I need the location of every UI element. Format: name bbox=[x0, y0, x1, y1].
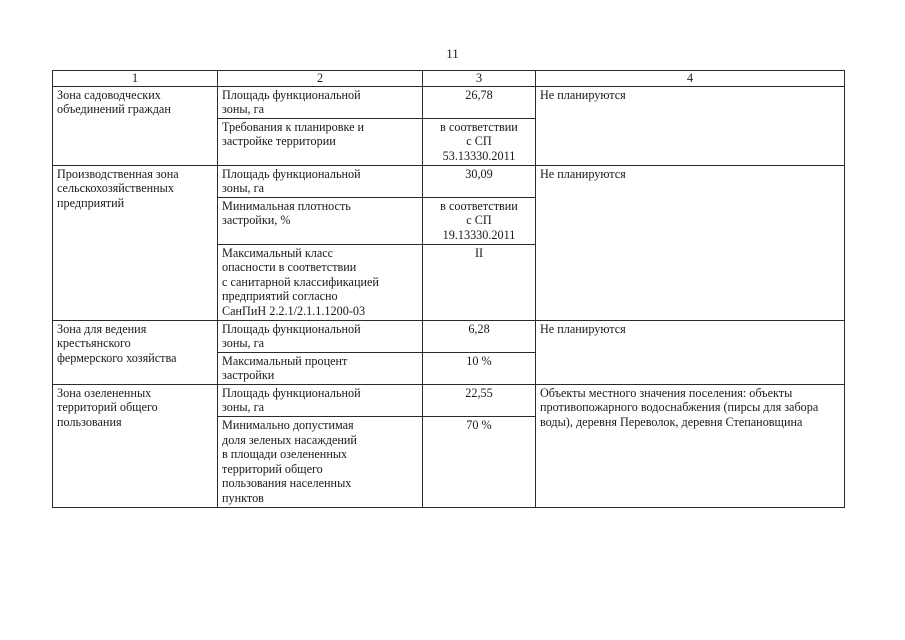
zone-name-line: сельскохозяйственных bbox=[57, 181, 174, 196]
parameter-label-line: Минимально допустимая bbox=[222, 418, 354, 433]
parameter-label-line: застройке территории bbox=[222, 134, 336, 149]
planned-measures-cell: Объекты местного значения поселения: объекты противопожарного водоснабжения (пирсы для забора воды), деревня Переволок, деревня Степановщина bbox=[536, 384, 845, 507]
zone-name-line: Зона садоводческих bbox=[57, 87, 161, 102]
parameter-value-line: в соответствии bbox=[440, 198, 518, 213]
parameter-label-cell bbox=[218, 417, 423, 508]
parameter-value-cell bbox=[423, 352, 536, 384]
parameter-label-line: пунктов bbox=[222, 491, 264, 506]
parameter-label-line: предприятий согласно bbox=[222, 289, 338, 304]
parameter-label-cell bbox=[218, 244, 423, 320]
zone-name-cell bbox=[53, 320, 218, 384]
planned-measures-cell: Не планируются bbox=[536, 320, 845, 384]
parameter-value-line: с СП bbox=[466, 213, 492, 228]
parameter-label-cell bbox=[218, 384, 423, 416]
parameter-label-line: Площадь функциональной bbox=[222, 166, 361, 181]
parameter-value-line: 10 % bbox=[466, 353, 492, 368]
parameter-label-line: Площадь функциональной bbox=[222, 87, 361, 102]
parameter-value-cell bbox=[423, 417, 536, 508]
column-number-header: 3 bbox=[423, 71, 536, 87]
parameter-label-line: пользования населенных bbox=[222, 476, 352, 491]
parameter-label-line: зоны, га bbox=[222, 102, 265, 117]
parameter-value-cell bbox=[423, 86, 536, 118]
zones-table bbox=[52, 70, 845, 508]
zone-name-cell bbox=[53, 165, 218, 320]
parameter-value-cell bbox=[423, 320, 536, 352]
column-number-header: 2 bbox=[218, 71, 423, 87]
parameter-value-line: 19.13330.2011 bbox=[442, 227, 516, 242]
parameter-label-line: в площади озелененных bbox=[222, 447, 348, 462]
parameter-value-line: II bbox=[474, 245, 484, 260]
parameter-label-line: Требования к планировке и bbox=[222, 119, 365, 134]
parameter-value-cell bbox=[423, 197, 536, 244]
page-number: 11 bbox=[446, 46, 459, 61]
parameter-value-line: 53.13330.2011 bbox=[442, 148, 516, 163]
parameter-label-line: территорий общего bbox=[222, 461, 323, 476]
parameter-value-line: 26,78 bbox=[465, 87, 493, 102]
parameter-label-line: зоны, га bbox=[222, 181, 265, 196]
parameter-label-line: застройки, % bbox=[222, 213, 291, 228]
parameter-label-cell bbox=[218, 352, 423, 384]
column-number-header: 1 bbox=[53, 71, 218, 87]
parameter-label-line: СанПиН 2.2.1/2.1.1.1200-03 bbox=[222, 303, 366, 318]
zone-name-line: предприятий bbox=[57, 195, 125, 210]
parameter-value-line: с СП bbox=[466, 134, 492, 149]
zone-name-line: фермерского хозяйства bbox=[57, 350, 177, 365]
parameter-value-cell bbox=[423, 118, 536, 165]
table-row bbox=[53, 86, 845, 118]
zone-name-line: Производственная зона bbox=[57, 166, 179, 181]
planned-measures-cell: Не планируются bbox=[536, 86, 845, 165]
parameter-value-cell bbox=[423, 165, 536, 197]
parameter-label-line: Площадь функциональной bbox=[222, 321, 361, 336]
parameter-label-line: зоны, га bbox=[222, 400, 265, 415]
parameter-label-line: Площадь функциональной bbox=[222, 385, 361, 400]
parameter-label-cell bbox=[218, 86, 423, 118]
zone-name-cell bbox=[53, 86, 218, 165]
parameter-label-line: Минимальная плотность bbox=[222, 198, 351, 213]
parameter-value-line: 30,09 bbox=[465, 166, 493, 181]
zone-name-line: Зона озелененных bbox=[57, 385, 152, 400]
parameter-label-line: зоны, га bbox=[222, 336, 265, 351]
parameter-label-line: Максимальный класс bbox=[222, 245, 334, 260]
parameter-label-line: с санитарной классификацией bbox=[222, 274, 379, 289]
parameter-label-cell bbox=[218, 165, 423, 197]
zone-name-line: пользования bbox=[57, 415, 122, 430]
parameter-value-cell bbox=[423, 384, 536, 416]
zone-name-line: крестьянского bbox=[57, 336, 131, 351]
parameter-value-line: в соответствии bbox=[440, 119, 518, 134]
parameter-label-cell bbox=[218, 320, 423, 352]
header-row bbox=[53, 71, 845, 87]
zone-name-line: Зона для ведения bbox=[57, 321, 147, 336]
parameter-label-cell bbox=[218, 118, 423, 165]
zone-name-line: объединений граждан bbox=[57, 102, 171, 117]
parameter-label-cell bbox=[218, 197, 423, 244]
table-row bbox=[53, 320, 845, 352]
parameter-label-line: застройки bbox=[222, 368, 275, 383]
parameter-value-cell bbox=[423, 244, 536, 320]
parameter-label-line: опасности в соответствии bbox=[222, 260, 357, 275]
column-number-header: 4 bbox=[536, 71, 845, 87]
parameter-value-line: 6,28 bbox=[468, 321, 490, 336]
parameter-value-line: 22,55 bbox=[465, 385, 493, 400]
planned-measures-cell: Не планируются bbox=[536, 165, 845, 320]
parameter-label-line: Максимальный процент bbox=[222, 353, 348, 368]
zone-name-cell bbox=[53, 384, 218, 507]
table-row bbox=[53, 384, 845, 416]
parameter-value-line: 70 % bbox=[466, 418, 492, 433]
parameter-label-line: доля зеленых насаждений bbox=[222, 432, 357, 447]
zone-name-line: территорий общего bbox=[57, 400, 158, 415]
table-row bbox=[53, 165, 845, 197]
